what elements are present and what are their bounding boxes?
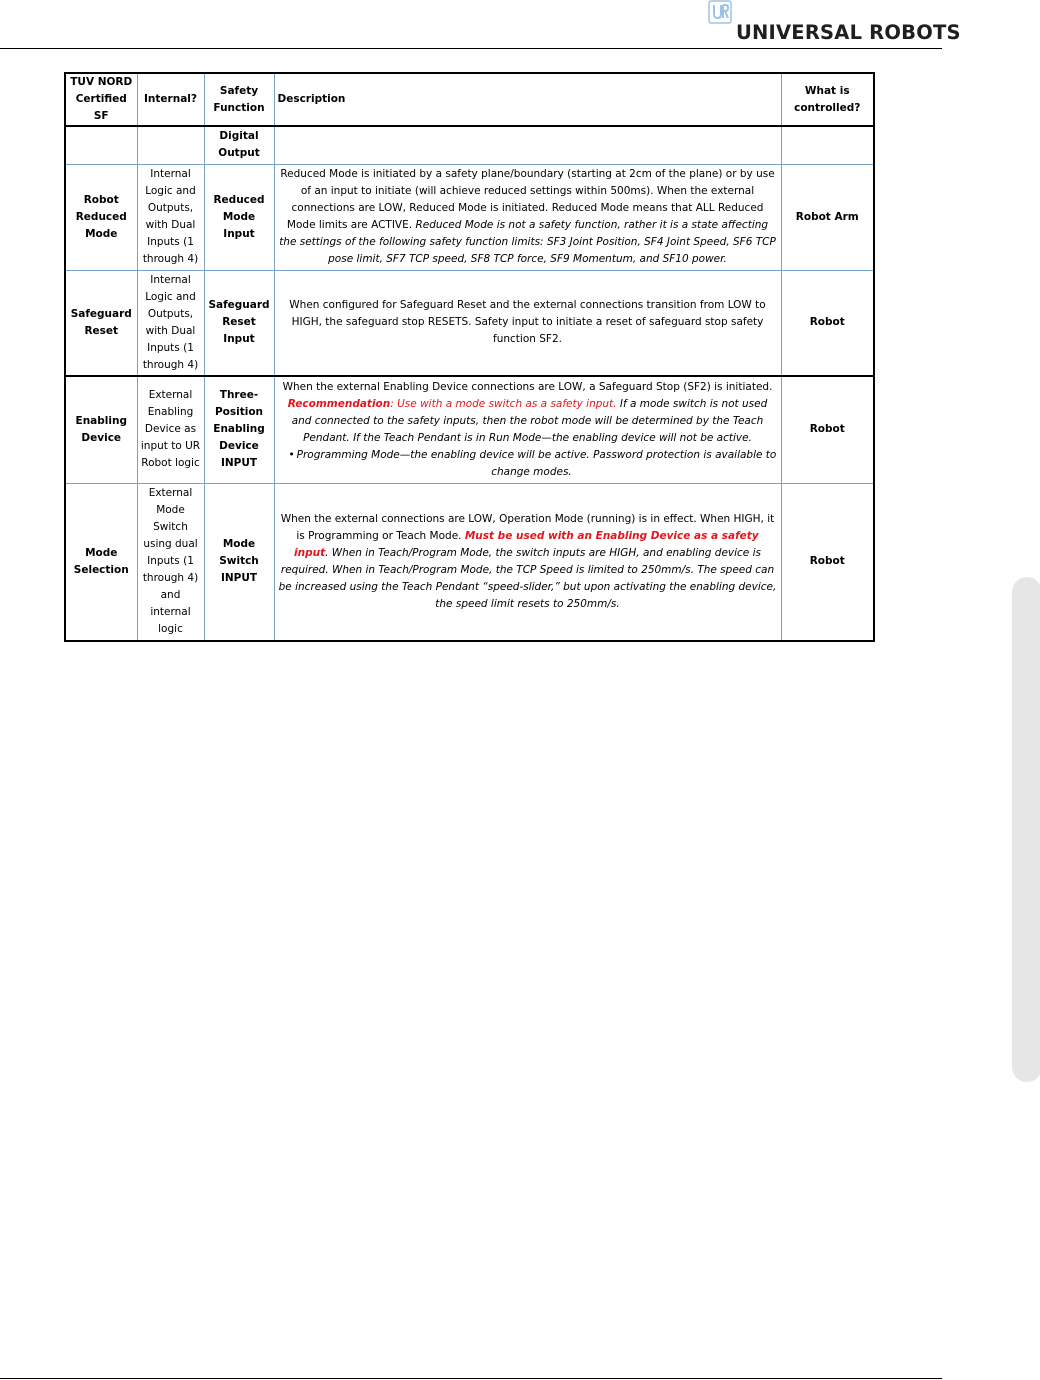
reduced-mode-function: Reduced Mode Input xyxy=(204,164,274,270)
mode-selection-certified: Mode Selection xyxy=(65,483,137,641)
header-internal: Internal? xyxy=(137,73,204,126)
enabling-device-controlled: Robot xyxy=(781,376,874,483)
table-row-mode-selection xyxy=(65,483,874,641)
footer-rule xyxy=(0,1378,942,1379)
safeguard-reset-internal: Internal Logic and Outputs, with Dual Inputs (1 through 4) xyxy=(137,270,204,376)
header-controlled: What is controlled? xyxy=(781,73,874,126)
safeguard-reset-description: When configured for Safeguard Reset and the external connections transition from LOW to HIGH, the safeguard stop RESETS. Safety input to initiate a reset of safeguard stop safety function SF2. xyxy=(274,270,781,376)
enabling-device-description: When the external Enabling Device connections are LOW, a Safeguard Stop (SF2) is initiated. Recommendation: Use with a mode switch as a safety input. If a mode switch is not used and connected to the safety inputs, then the robot mode will be determined by the Teach Pendant. If the Teach Pendant is in Run Mode—the enabling device will not be active. • Programming Mode—the enabling device will be active. Password protection is available to change modes. xyxy=(274,376,781,483)
safety-function-table xyxy=(64,72,875,642)
safeguard-reset-function: Safeguard Reset Input xyxy=(204,270,274,376)
ur-logo-icon xyxy=(708,0,732,24)
safeguard-reset-controlled: Robot xyxy=(781,270,874,376)
mode-selection-function: Mode Switch INPUT xyxy=(204,483,274,641)
mode-selection-internal: External Mode Switch using dual Inputs (1 through 4) and internal logic xyxy=(137,483,204,641)
reduced-mode-controlled: Robot Arm xyxy=(781,164,874,270)
reduced-mode-description: Reduced Mode is initiated by a safety plane/boundary (starting at 2cm of the plane) or by use of an input to initiate (will achieve reduced settings within 500ms). When the external connections are LOW, Reduced Mode is initiated. Reduced Mode means that ALL Reduced Mode limits are ACTIVE. Reduced Mode is not a safety function, rather it is a state affecting the settings of the following safety function limits: SF3 Joint Position, SF4 Joint Speed, SF6 TCP pose limit, SF7 TCP speed, SF8 TCP force, SF9 Momentum, and SF10 power. xyxy=(274,164,781,270)
enabling-device-certified: Enabling Device xyxy=(65,376,137,483)
mode-selection-description: When the external connections are LOW, Operation Mode (running) is in effect. When HIGH, it is Programming or Teach Mode. Must be used with an Enabling Device as a safety input. When in Teach/Program Mode, the switch inputs are HIGH, and enabling device is required. When in Teach/Program Mode, the TCP Speed is limited to 250mm/s. The speed can be increased using the Teach Pendant “speed-slider,” but upon activating the enabling device, the speed limit resets to 250mm/s. xyxy=(274,483,781,641)
enabling-device-internal: External Enabling Device as input to UR Robot logic xyxy=(137,376,204,483)
bullet-icon: • xyxy=(288,448,295,461)
header-rule xyxy=(0,48,942,49)
header-certified: TUV NORD Certified SF xyxy=(65,73,137,126)
mode-selection-controlled: Robot xyxy=(781,483,874,641)
table-row xyxy=(65,126,874,164)
table-row-reduced-mode xyxy=(65,164,874,270)
brand-header xyxy=(706,0,961,46)
table-header-row xyxy=(65,73,874,126)
enabling-device-function: Three-Position Enabling Device INPUT xyxy=(204,376,274,483)
reduced-mode-internal: Internal Logic and Outputs, with Dual Inputs (1 through 4) xyxy=(137,164,204,270)
header-safety-function: Safety Function xyxy=(204,73,274,126)
header-description: Description xyxy=(274,73,781,126)
reduced-mode-certified: Robot Reduced Mode xyxy=(65,164,137,270)
table-row-enabling-device xyxy=(65,376,874,483)
table-row-safeguard-reset xyxy=(65,270,874,376)
digital-output-cell: Digital Output xyxy=(204,126,274,164)
safeguard-reset-certified: Safeguard Reset xyxy=(65,270,137,376)
side-chapter-tab xyxy=(1012,577,1040,1082)
brand-name: UNIVERSAL ROBOTS xyxy=(736,21,961,44)
